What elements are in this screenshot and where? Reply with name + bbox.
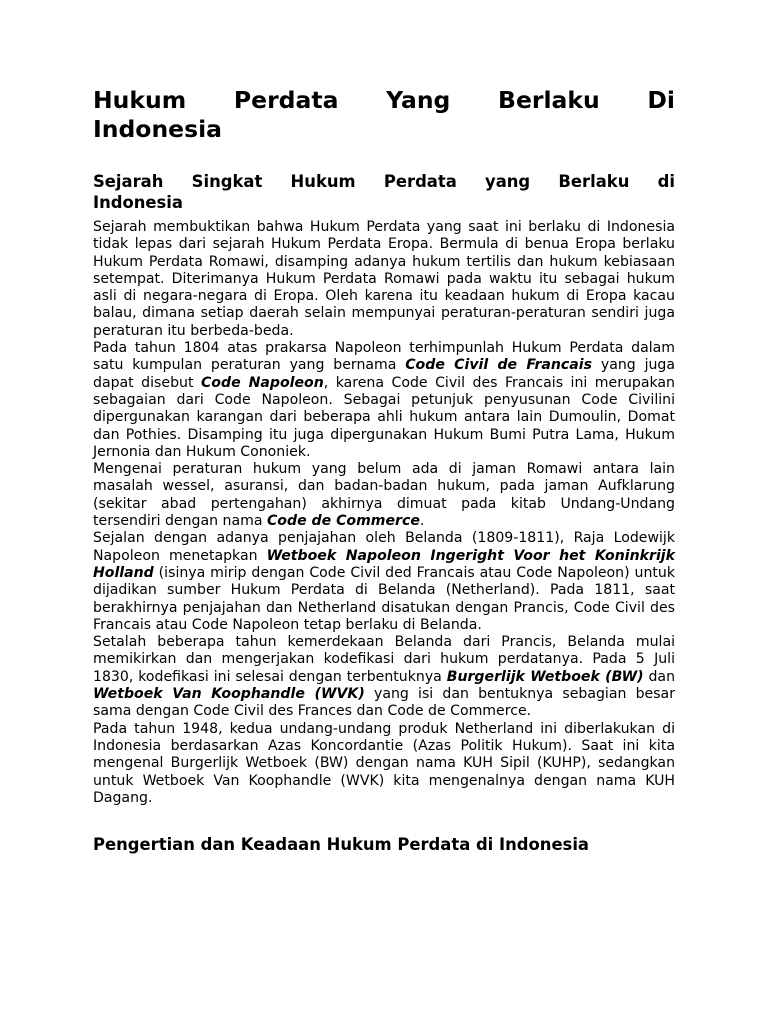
term-code-de-commerce: Code de Commerce (266, 513, 420, 530)
section-heading-history-line-1: Sejarah Singkat Hukum Perdata yang Berlaku di (93, 172, 675, 191)
paragraph-1: Sejarah membuktikan bahwa Hukum Perdata yang saat ini berlaku di Indonesia tidak lepas dari sejarah Hukum Perdata Eropa. Bermula di benua Eropa berlaku Hukum Perdata Romawi, disamping adanya hukum tertilis dan hukum kebiasaan setempat. Diterimanya Hukum Perdata Romawi pada waktu itu sebagai hukum asli di negara-negara di Eropa. Oleh karena itu keadaan hukum di Eropa kacau balau, dimana setiap daerah selain mempunyai peraturan-peraturan sendiri juga peraturan itu berbeda-beda. (93, 219, 675, 339)
paragraph-5-text-c: yang isi dan bentuknya sebagian besar sama dengan Code Civil des Frances dan Code de Commerce. (93, 686, 675, 720)
document-title (93, 86, 675, 144)
paragraph-2 (93, 340, 675, 461)
term-code-civil-de-francais: Code Civil de Francais (405, 357, 593, 374)
paragraph-6: Pada tahun 1948, kedua undang-undang produk Netherland ini diberlakukan di Indonesia berdasarkan Azas Koncordantie (Azas Politik Hukum). Saat ini kita mengenal Burgerlijk Wetboek (BW) dengan nama KUH Sipil (KUHP), sedangkan untuk Wetboek Van Koophandle (WVK) kita mengenalnya dengan nama KUH Dagang. (93, 720, 675, 806)
paragraph-3-text-b: . (419, 513, 425, 530)
section-heading-history-line-2: Indonesia (93, 193, 183, 212)
document-page (93, 86, 675, 855)
document-title-line-1: Hukum Perdata Yang Berlaku Di (93, 86, 675, 114)
paragraph-4 (93, 530, 675, 634)
paragraph-5-text-a: Setalah beberapa tahun kemerdekaan Belanda dari Prancis, Belanda mulai memikirkan dan mengerjakan kodefikasi dari hukum perdatanya. Pada 5 Juli 1830, kodefikasi ini selesai dengan terbentuknya (93, 634, 675, 685)
paragraph-2-text-b: yang juga dapat disebut (93, 357, 675, 391)
section-heading-definition: Pengertian dan Keadaan Hukum Perdata di Indonesia (93, 835, 589, 855)
term-code-napoleon: Code Napoleon (200, 374, 324, 391)
paragraph-3 (93, 461, 675, 530)
paragraph-2-text-a: Pada tahun 1804 atas prakarsa Napoleon terhimpunlah Hukum Perdata dalam satu kumpulan peraturan yang bernama (93, 340, 675, 374)
paragraph-2-text-c: , karena Code Civil des Francais ini merupakan sebagaian dari Code Napoleon. Sebagai petunjuk penyusunan Code Civilini dipergunakan karangan dari beberapa ahli hukum antara lain Dumoulin, Domat dan Pothies. Disamping itu juga dipergunakan Hukum Bumi Putra Lama, Hukum Jernonia dan Hukum Cononiek. (93, 374, 675, 460)
paragraph-3-text-a: Mengenai peraturan hukum yang belum ada di jaman Romawi antara lain masalah wessel, asuransi, dan badan-badan hukum, pada jaman Aufklarung (sekitar abad pertengahan) akhirnya dimuat pada kitab Undang-Undang tersendiri dengan nama (93, 461, 675, 530)
section-heading-history (93, 171, 675, 213)
paragraph-5 (93, 634, 675, 720)
paragraph-5-text-b: dan (643, 668, 676, 685)
section-body-history (93, 219, 675, 807)
term-wetboek-napoleon: Wetboek Napoleon Ingeright Voor het Koninkrijk Holland (93, 547, 675, 581)
paragraph-4-text-a: Sejalan dengan adanya penjajahan oleh Belanda (1809-1811), Raja Lodewijk Napoleon menetapkan (93, 530, 675, 564)
document-title-line-2: Indonesia (93, 115, 223, 143)
paragraph-4-text-b: (isinya mirip dengan Code Civil ded Francais atau Code Napoleon) untuk dijadikan sumber Hukum Perdata di Belanda (Netherland). Pada 1811, saat berakhirnya penjajahan dan Netherland disatukan dengan Prancis, Code Civil des Francais atau Code Napoleon tetap berlaku di Belanda. (93, 564, 675, 633)
term-wetboek-van-koophandle: Wetboek Van Koophandle (WVK) (93, 686, 365, 703)
term-burgerlijk-wetboek: Burgerlijk Wetboek (BW) (446, 668, 644, 685)
